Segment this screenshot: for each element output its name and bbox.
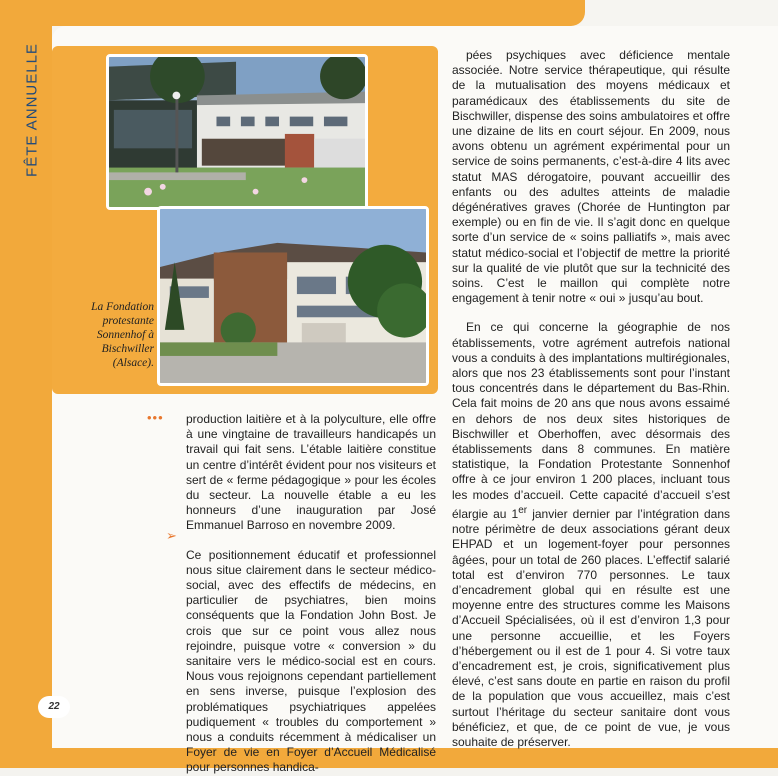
photo-caption: La Fondation protestante Sonnenhof à Bischwiller (Alsace). <box>91 301 154 369</box>
page-number: 22 <box>38 696 70 718</box>
superscript-er: er <box>518 504 528 516</box>
right-paragraph-2-end: janvier dernier par l’intégration dans notre périmètre de deux associations gérant deux EHPAD et un logement-foyer pour personnes âgées, pour un total de 260 places. L’effectif salarié total est d’environ 770 personnes. Le taux d’encadrement global qui en résulte est une moyenne entre des structures comme les Maisons d’Accueil Spécialisées, où il est d’environ 1,3 pour une personne accueillie, et les Foyers d’hébergement ou il est de 1 pour 4. Si votre taux d’encadrement est, je crois, significativement plus élevé, c’est sans doute en partie en raison du profil de la population que vous accueillez, mais c’est surtout l’héritage du secteur sanitaire dont vous bénéficiez, et que, de ce point de vue, je vous souhaite de préserver. <box>452 506 730 749</box>
right-paragraph-2-start: En ce qui concerne la géographie de nos établissements, votre agrément autrefois national vous a conduits à des implantations multirégionales, alors que nos 23 établissements sont pour l’instant tous concentrés dans le département du Bas-Rhin. Cela fait moins de 20 ans que nous avons essaimé en dehors de nos deux sites historiques de Bischwiller et Oberhoffen, avec désormais des établissements dans 8 communes. En matière statistique, la Fondation Protestante Sonnenhof offre à ce jour environ 1 200 places, incluant tous les modes d’accueil. Cette capacité d’accueil s’est élargie au 1 <box>452 320 730 521</box>
section-title-text: FÊTE ANNUELLE <box>23 43 41 177</box>
building-photo-top-image <box>109 57 365 207</box>
orange-top-band <box>0 0 585 26</box>
building-photo-bottom <box>157 206 429 386</box>
continuation-dots-icon: ••• <box>147 410 164 425</box>
left-text-column <box>186 412 436 776</box>
section-title <box>22 30 42 190</box>
left-paragraph-2: Ce positionnement éducatif et professionnel nous situe clairement dans le secteur médico-social, avec des effectifs de médecins, en particulier de psychiatres, bien moins conséquents que la Fondation John Bost. Je crois que sur ce point vous allez nous rejoindre, puisque votre « conversion » du sanitaire vers le médico-social est en cours. Nous vous rejoignons cependant partiellement en sens inverse, puisque l’explosion des problématiques psychiatriques appelées pudiquement « troubles du comportement » nous a conduits récemment à médicaliser un Foyer de vie en Foyer d’Accueil Médicalisé pour personnes handica- <box>186 547 436 775</box>
left-paragraph-1: production laitière et à la polyculture, elle offre à une vingtaine de travailleurs handicapés un travail qui fait sens. L’étable laitière constitue un centre d’intérêt évident pour nos visiteurs et sert de « ferme pédagogique » pour les écoles du secteur. La nouvelle étable a eu les honneurs d’une inauguration par José Emmanuel Barroso en novembre 2009. <box>186 412 436 533</box>
right-paragraph-2 <box>452 320 730 750</box>
building-photo-top <box>106 54 368 210</box>
right-text-column <box>452 48 730 750</box>
building-photo-bottom-image <box>160 209 426 383</box>
arrow-bullet-icon: ➢ <box>166 528 177 543</box>
right-paragraph-1: pées psychiques avec déficience mentale associée. Notre service thérapeutique, qui résulte de la mutualisation des moyens médicaux et paramédicaux des établissements du site de Bischwiller, dispense des soins ambulatoires et offre une dizaine de lits en court séjour. En 2009, nous avons obtenu un agrément expérimental pour un service de soins permanents, c’est-à-dire 4 lits avec statut MAS dérogatoire, pouvant accueillir des enfants ou des adultes atteints de maladie dégénératives graves (Chorée de Huntington par exemple) ou en fin de vie. Il s’agit donc en quelque sorte d’un service de « soins palliatifs », mais avec statut médico-social et l’objectif de mettre la priorité sur la qualité de vie plutôt que sur la technicité des soins. C’est le maillon qui complète notre engagement à tenir notre « oui » jusqu’au bout. <box>452 48 730 306</box>
